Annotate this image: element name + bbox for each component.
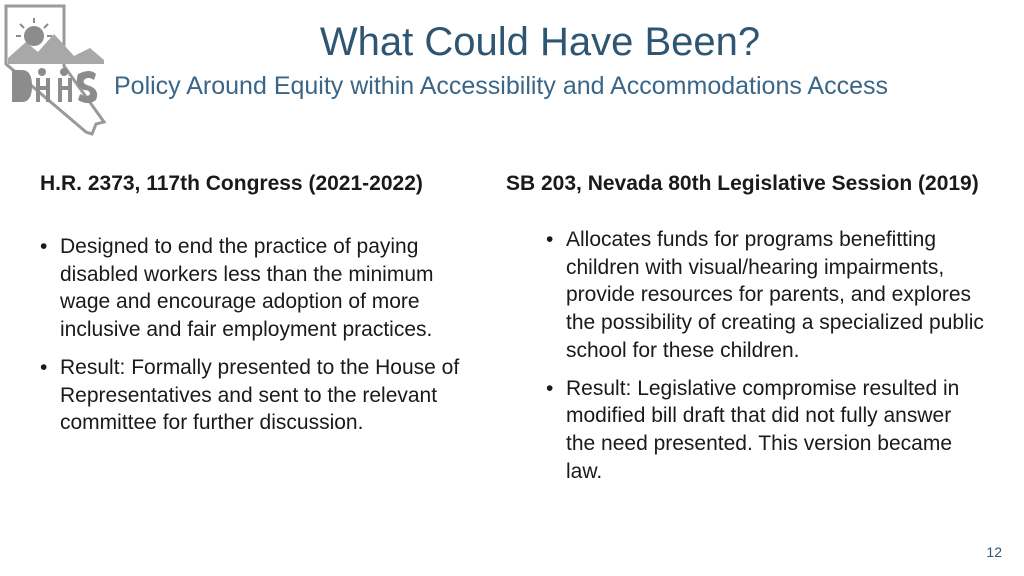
bullet-text: Allocates funds for programs benefitting children with visual/hearing impairments, provide resources for parents, and explores the possibility of creating a specialized public school for these children. (566, 228, 984, 362)
bullet-icon: • (40, 355, 48, 379)
list-item (40, 354, 480, 437)
page-subtitle: Policy Around Equity within Accessibility and Accommodations Access (114, 72, 888, 100)
bullet-icon: • (40, 235, 48, 258)
nevada-dhhs-logo-icon (4, 4, 108, 138)
bullet-icon: • (546, 228, 554, 251)
right-column-bullets (546, 226, 986, 495)
left-column-heading: H.R. 2373, 117th Congress (2021-2022) (40, 172, 423, 195)
right-column-heading: SB 203, Nevada 80th Legislative Session (2019) (506, 172, 979, 195)
list-item (40, 233, 480, 344)
bullet-icon: • (546, 376, 554, 400)
list-item (546, 375, 986, 486)
bullet-text: Result: Formally presented to the House of Representatives and sent to the relevant committee for further discussion. (60, 355, 460, 435)
left-column-bullets (40, 233, 480, 447)
bullet-text: Result: Legislative compromise resulted in modified bill draft that did not fully answer the need presented. This version became law. (566, 376, 960, 483)
list-item (546, 226, 986, 365)
bullet-text: Designed to end the practice of paying disabled workers less than the minimum wage and encourage adoption of more inclusive and fair employment practices. (60, 235, 434, 342)
page-title: What Could Have Been? (319, 20, 761, 64)
page-number: 12 (986, 544, 1002, 560)
